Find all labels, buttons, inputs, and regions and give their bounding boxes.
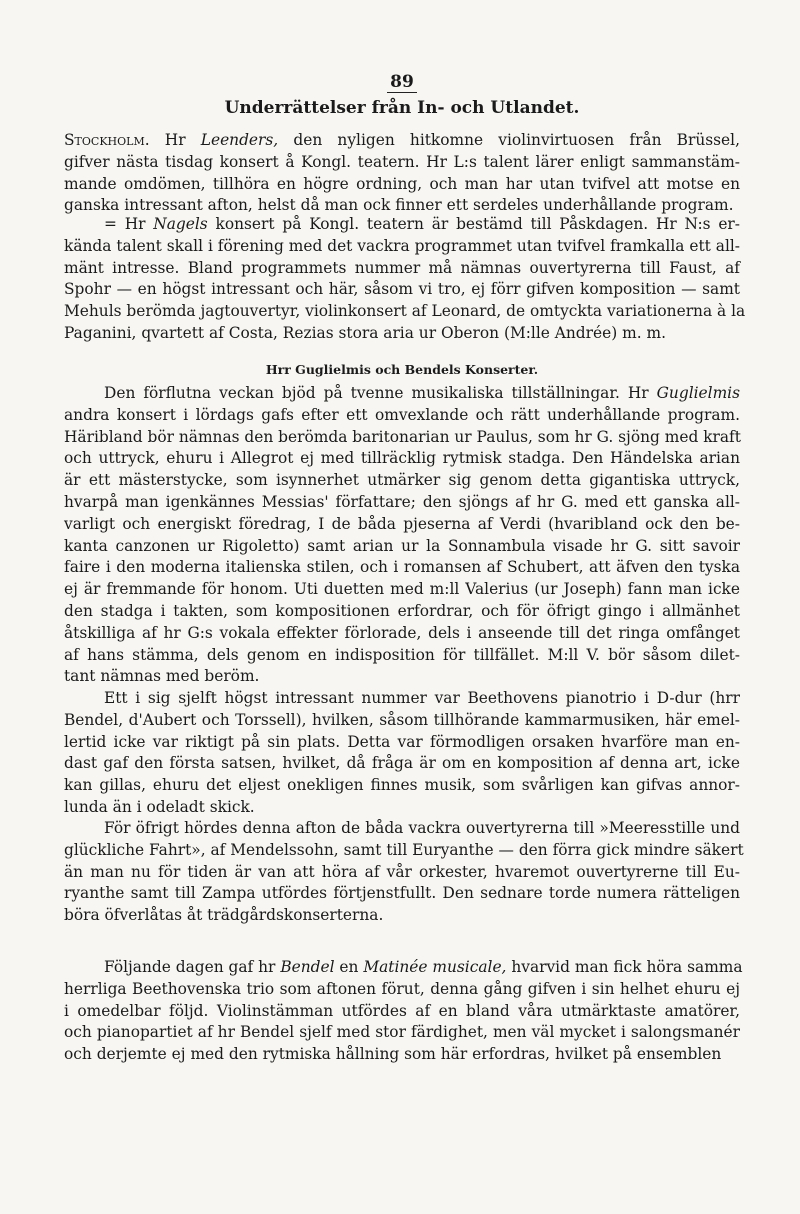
text-line: Paganini, qvartett af Costa, Rezias stora aria ur Oberon (M:lle Andrée) m. m.	[64, 324, 666, 342]
text-line: herrliga Beethovenska trio som aftonen förut, denna gång gifven i sin helhet ehuru ej	[64, 979, 740, 998]
page-title: Underrättelser från In- och Utlandet.	[224, 98, 580, 118]
text-line: Spohr — en högst intressant och här, såsom vi tro, ej förr gifven komposition — samt	[64, 280, 740, 299]
text-line: glückliche Fahrt», af Mendelssohn, samt till Euryanthe — den förra gick mindre säkert	[64, 840, 744, 859]
text-line: och derjemte ej med den rytmiska hållning som här erfordras, hvilket på ensemblen	[64, 1045, 722, 1064]
page-number: 89	[64, 72, 740, 92]
text-line: Stockholm. Hr Leenders, den nyligen hitkomne violinvirtuosen från Brüssel,	[64, 131, 740, 149]
text-line: gifver nästa tisdag konsert å Kongl. teatern. Hr L:s talent lärer enligt sammanstäm-	[64, 152, 740, 171]
text-line: Mehuls berömda jagtouvertyr, violinkonsert af Leonard, de omtyckta variationerna à la	[64, 302, 746, 321]
text-line: Bendel, d'Aubert och Torssell), hvilken, såsom tillhörande kammarmusiken, här emel-	[64, 710, 740, 729]
text-line: mande omdömen, tillhöra en högre ordning, och man har utan tvifvel att motse en	[64, 174, 740, 193]
text-line: kanta canzonen ur Rigoletto) samt arian ur la Sonnambula visade hr G. sitt savoir	[64, 536, 740, 555]
text-line: varligt och energiskt föredrag, I de båda pjeserna af Verdi (hvaribland ock den be-	[64, 514, 740, 533]
text-line: dast gaf den första satsen, hvilket, då fråga är om en komposition af denna art, icke	[64, 754, 740, 773]
text-line: tant nämnas med beröm.	[64, 667, 260, 686]
text-line: och uttryck, ehuru i Allegrot ej med tillräcklig rytmisk stadga. Den Händelska arian	[64, 449, 740, 468]
text-line: den stadga i takten, som kompositionen erfordrar, och för öfrigt gingo i allmänhet	[64, 602, 740, 620]
text-line: böra öfverlåtas åt trädgårdskonserterna.	[64, 906, 384, 925]
text-line: = Hr Nagels konsert på Kongl. teatern är bestämd till Påskdagen. Hr N:s er-	[104, 215, 740, 233]
text-line: Följande dagen gaf hr Bendel en Matinée musicale, hvarvid man fick höra samma	[104, 958, 743, 976]
text-line: åtskilliga af hr G:s vokala effekter förlorade, dels i anseende till det ringa omfånget	[64, 623, 740, 642]
text-line: För öfrigt hördes denna afton de båda vackra ouvertyrerna till »Meeresstille und	[104, 819, 740, 837]
text-line: mänt intresse. Bland programmets nummer må nämnas ouvertyrerna till Faust, af	[64, 258, 740, 277]
text-line: ganska intressant afton, helst då man ock finner ett serdeles underhållande program.	[64, 196, 734, 215]
text-line: än man nu för tiden är van att höra af vår orkester, hvaremot ouvertyrerne till Eu-	[64, 862, 740, 881]
text-line: lertid icke var riktigt på sin plats. Detta var förmodligen orsaken hvarföre man en-	[64, 732, 740, 751]
text-line: andra konsert i lördags gafs efter ett omvexlande och rätt underhållande program.	[64, 405, 740, 424]
subheading-concerts: Hrr Guglielmis och Bendels Konserter.	[265, 362, 539, 377]
text-line: ryanthe samt till Zampa utfördes förtjenstfullt. Den sednare torde numera rätteligen	[64, 884, 740, 903]
text-line: ej är fremmande för honom. Uti duetten med m:ll Valerius (ur Joseph) fann man icke	[64, 580, 740, 599]
text-line: Ett i sig sjelft högst intressant nummer var Beethovens pianotrio i D-dur (hrr	[104, 689, 740, 707]
text-line: lunda än i odeladt skick.	[64, 798, 255, 816]
text-line: och pianopartiet af hr Bendel sjelf med stor färdighet, men väl mycket i salongsmanér	[64, 1023, 740, 1042]
text-line: i omedelbar följd. Violinstämman utfördes af en bland våra utmärktaste amatörer,	[64, 1001, 740, 1020]
text-line: hvarpå man igenkännes Messias' författare; den sjöngs af hr G. med ett ganska all-	[64, 493, 740, 511]
text-line: Häribland bör nämnas den berömda baritonarian ur Paulus, som hr G. sjöng med kraft	[64, 427, 741, 446]
text-line: af hans stämma, dels genom en indisposition för tillfället. M:ll V. bör såsom dilet-	[64, 645, 740, 664]
text-line: faire i den moderna italienska stilen, och i romansen af Schubert, att äfven den tyska	[64, 558, 740, 577]
text-line: kända talent skall i förening med det vackra programmet utan tvifvel framkalla ett all-	[64, 236, 740, 255]
text-line: är ett mästerstycke, som isynnerhet utmärker sig genom detta gigantiska uttryck,	[64, 471, 740, 490]
text-line: kan gillas, ehuru det eljest onekligen finnes musik, som svårligen kan gifvas annor-	[64, 776, 740, 795]
text-line: Den förflutna veckan bjöd på tvenne musikaliska tillställningar. Hr Guglielmis	[104, 384, 740, 402]
